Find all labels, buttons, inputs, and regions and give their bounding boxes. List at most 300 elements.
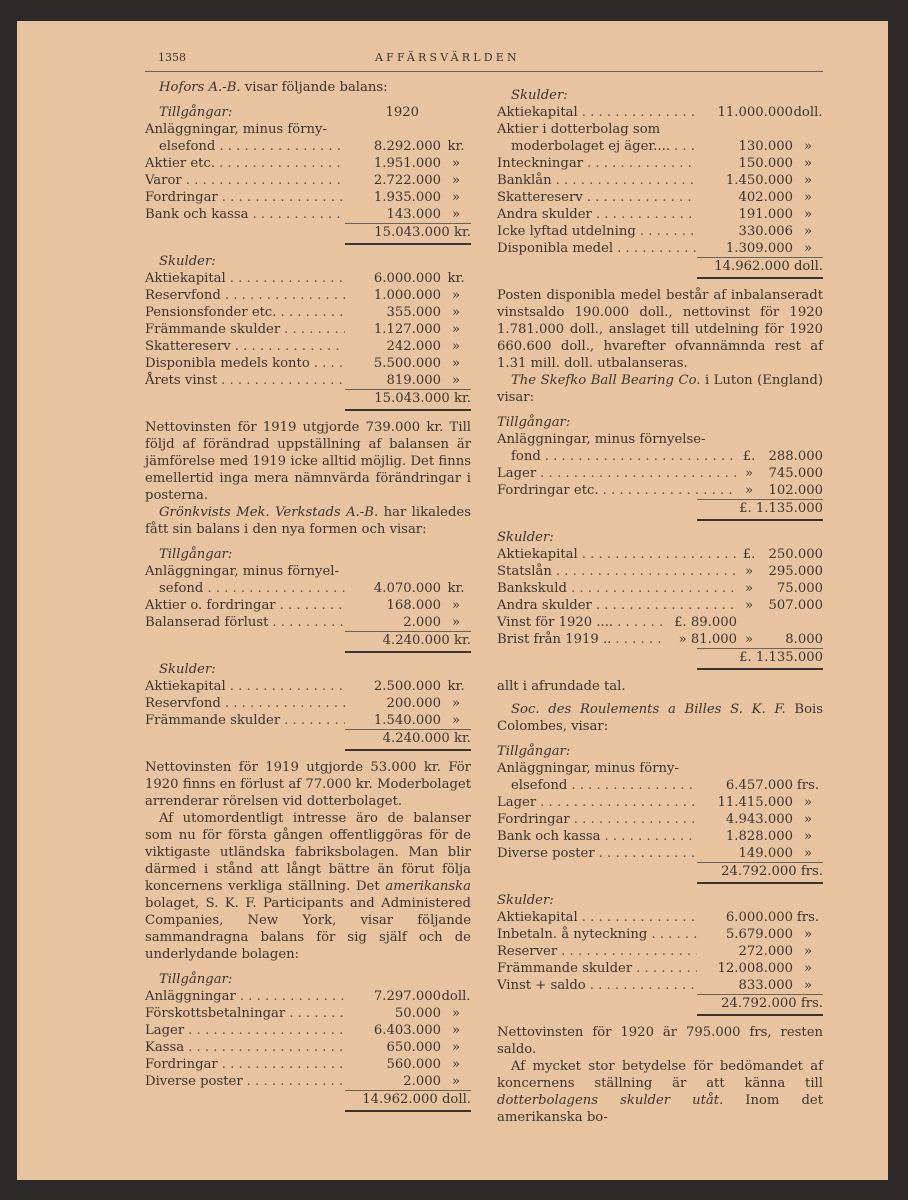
paragraph — [497, 1058, 823, 1126]
item-label: Aktiekapital — [497, 547, 578, 562]
amount: 102.000 — [768, 483, 823, 498]
item-label: Inteckningar — [497, 156, 583, 171]
total — [697, 258, 823, 279]
line-item — [145, 155, 471, 172]
item-label: Diverse poster — [497, 846, 595, 861]
item-label: Aktiekapital — [145, 271, 226, 286]
unit: » — [451, 356, 461, 371]
line-item-label — [145, 563, 471, 580]
leader-dots — [231, 338, 345, 355]
amount: 2.722.000 — [373, 173, 441, 188]
amount: 200.000 — [386, 696, 441, 711]
total — [345, 1091, 471, 1112]
section-label: Tillgångar: — [497, 744, 571, 759]
leader-dots — [583, 155, 697, 172]
amount: 4.943.000 — [725, 812, 793, 827]
leader-dots — [221, 287, 345, 304]
line-item — [497, 909, 823, 926]
amount: 330.006 — [738, 224, 793, 239]
item-label: Lager — [145, 1023, 185, 1038]
unit: » — [803, 190, 813, 205]
amount: 7.297.000 — [373, 989, 441, 1004]
amount: 5.679.000 — [725, 927, 793, 942]
amount: 143.000 — [386, 207, 441, 222]
amount: 1.127.000 — [373, 322, 441, 337]
leader-dots — [578, 546, 737, 563]
item-label: Anläggningar, minus förny- — [145, 122, 327, 137]
paragraph: Nettovinsten för 1920 är 795.000 frs, resten saldo. — [497, 1025, 823, 1057]
item-label: Skattereserv — [145, 339, 231, 354]
amount: 2.500.000 — [373, 679, 441, 694]
line-item — [497, 189, 823, 206]
leader-dots — [226, 678, 345, 695]
section-label: Skulder: — [497, 530, 554, 545]
line-item — [145, 287, 471, 304]
amount: 8.292.000 — [373, 139, 441, 154]
line-item — [497, 943, 823, 960]
amount: 745.000 — [768, 466, 823, 481]
leader-dots — [578, 104, 697, 121]
item-label: Fordringar — [145, 1057, 218, 1072]
unit: » — [803, 846, 813, 861]
unit: » — [451, 322, 461, 337]
unit: » — [803, 795, 813, 810]
line-item — [145, 1039, 471, 1056]
gronkvist-intro — [145, 504, 471, 538]
line-item — [145, 712, 471, 729]
total — [697, 863, 823, 884]
gronkvist-balance — [145, 546, 471, 751]
unit: » — [451, 1023, 461, 1038]
amount: 295.000 — [768, 564, 823, 579]
total-amount: 14.962.000 doll. — [714, 259, 823, 274]
amount: 355.000 — [386, 305, 441, 320]
line-item — [145, 580, 471, 597]
currency-mark — [737, 614, 761, 631]
item-label: Förskottsbetalningar — [145, 1006, 286, 1021]
page-header — [145, 51, 823, 72]
leader-dots — [583, 189, 697, 206]
leader-dots — [613, 614, 667, 631]
paragraph: Posten disponibla medel består af inbalanseradt vinstsaldo 190.000 doll., nettovinst för 1920 1.781.000 doll., anslaget till utdelning för 1920 660.600 doll., hvarefter ofvannämnda rest af 1.31 mill. doll. utbalanseras. — [497, 288, 823, 371]
item-label: fond — [511, 449, 541, 464]
paragraph: Nettovinsten för 1919 utgjorde 53.000 kr. För 1920 finns en förlust af 77.000 kr. Moderbolaget arrenderar rörelsen vid dotterbolaget. — [145, 760, 471, 809]
line-item — [145, 1056, 471, 1073]
item-label: Andra skulder — [497, 598, 592, 613]
skefko-intro — [497, 372, 823, 406]
year-header: 1920 — [385, 105, 419, 120]
item-label: Aktier i dotterbolag som — [497, 122, 661, 137]
amount: 288.000 — [768, 449, 823, 464]
line-item — [145, 678, 471, 695]
unit: » — [451, 373, 461, 388]
leader-dots — [218, 1056, 345, 1073]
skefko-balance — [497, 414, 823, 670]
amount: 272.000 — [738, 944, 793, 959]
unit: » — [451, 339, 461, 354]
leader-dots — [586, 977, 697, 994]
unit: » — [803, 224, 813, 239]
item-label: Reservfond — [145, 288, 221, 303]
amount: 507.000 — [768, 598, 823, 613]
item-label: Fordringar — [145, 190, 218, 205]
unit: kr. — [447, 581, 465, 596]
item-label: Reserver — [497, 944, 558, 959]
leader-dots — [280, 712, 345, 729]
line-item — [145, 189, 471, 206]
line-item — [497, 138, 823, 155]
item-label: Främmande skulder — [145, 713, 281, 728]
leader-dots — [601, 828, 698, 845]
line-item — [497, 580, 823, 597]
item-label: Anläggningar — [145, 989, 236, 1004]
unit: frs. — [796, 910, 820, 925]
leader-dots — [670, 138, 697, 155]
unit: » — [803, 156, 813, 171]
unit: » — [803, 961, 813, 976]
line-item — [145, 372, 471, 389]
skf-fr-intro — [497, 701, 823, 735]
line-item — [497, 597, 823, 614]
unit: » — [803, 173, 813, 188]
line-item — [497, 828, 823, 845]
page-number: 1358 — [158, 51, 186, 64]
item-label: Aktier etc. — [145, 156, 216, 171]
company-name: The Skefko Ball Bearing Co. — [511, 373, 701, 388]
leader-dots — [595, 845, 697, 862]
leader-dots — [613, 240, 697, 257]
total-amount: 14.962.000 doll. — [362, 1092, 471, 1107]
unit: » — [803, 927, 813, 942]
amount: 168.000 — [386, 598, 441, 613]
total — [697, 649, 823, 670]
emphasis: dotterbolagens skulder utåt. — [497, 1093, 724, 1108]
item-label: Andra skulder — [497, 207, 592, 222]
amount: 250.000 — [768, 547, 823, 562]
amount: 242.000 — [386, 339, 441, 354]
amount: 6.000.000 — [373, 271, 441, 286]
unit: doll. — [793, 105, 823, 120]
amount: 833.000 — [738, 978, 793, 993]
line-item — [145, 1022, 471, 1039]
item-label: Diverse poster — [145, 1074, 243, 1089]
paragraph: Nettovinsten för 1919 utgjorde 739.000 kr. Till följd af förändrad uppställning af balansen är jämförelse med 1919 icke alltid möjlig. Det finns emellertid inga mera nämnvärda förändringar i posterna. — [145, 420, 471, 503]
section-label — [145, 104, 471, 121]
item-label: Reservfond — [145, 696, 221, 711]
company-name: Hofors A.-B. — [159, 80, 241, 95]
line-item — [497, 845, 823, 862]
unit: » — [803, 139, 813, 154]
item-label: sefond — [159, 581, 204, 596]
line-item — [497, 614, 823, 631]
unit: » — [451, 598, 461, 613]
item-label: Skattereserv — [497, 190, 583, 205]
item-label: Bank och kassa — [497, 829, 601, 844]
leader-dots — [215, 155, 345, 172]
sub-amount: » 81.000 — [678, 632, 737, 647]
line-item-label — [145, 121, 471, 138]
line-item — [145, 338, 471, 355]
item-label: Statslån — [497, 564, 552, 579]
leader-dots — [236, 988, 345, 1005]
item-label: Kassa — [145, 1040, 185, 1055]
amount: 75.000 — [776, 581, 823, 596]
leader-dots — [182, 172, 345, 189]
section-label: Tillgångar: — [497, 415, 571, 430]
leader-dots — [310, 355, 345, 372]
item-label: Främmande skulder — [145, 322, 281, 337]
amount: 6.457.000 — [725, 778, 793, 793]
line-item — [145, 988, 471, 1005]
section-label: Skulder: — [497, 893, 554, 908]
item-label: Lager — [497, 466, 537, 481]
total-amount: 24.792.000 frs. — [721, 996, 823, 1011]
emphasis: amerikanska — [385, 879, 471, 894]
section-label: Skulder: — [159, 662, 216, 677]
paragraph — [145, 810, 471, 963]
line-item — [145, 321, 471, 338]
item-label: Aktiekapital — [497, 105, 578, 120]
amount: 130.000 — [738, 139, 793, 154]
amount: 402.000 — [738, 190, 793, 205]
leader-dots — [243, 1073, 345, 1090]
leader-dots — [277, 304, 345, 321]
unit: » — [451, 207, 461, 222]
leader-dots — [552, 563, 737, 580]
total — [345, 632, 471, 653]
leader-dots — [599, 482, 737, 499]
item-label: Aktier o. fordringar — [145, 598, 276, 613]
section-label: Tillgångar: — [159, 547, 233, 562]
amount: 6.000.000 — [725, 910, 793, 925]
leader-dots — [184, 1022, 345, 1039]
item-label: moderbolaget ej äger.... — [511, 139, 671, 154]
amount: 50.000 — [394, 1006, 441, 1021]
unit: » — [451, 156, 461, 171]
leader-dots — [218, 189, 345, 206]
total — [697, 500, 823, 521]
company-name: Soc. des Roulements a Billes S. K. F. — [511, 702, 786, 717]
unit: kr. — [447, 271, 465, 286]
amount: 1.540.000 — [373, 713, 441, 728]
leader-dots — [285, 1005, 345, 1022]
leader-dots — [276, 597, 345, 614]
unit: » — [451, 173, 461, 188]
line-item — [497, 960, 823, 977]
line-item — [145, 138, 471, 155]
unit: kr. — [447, 139, 465, 154]
item-label: Lager — [497, 795, 537, 810]
line-item — [145, 614, 471, 631]
line-item — [497, 448, 823, 465]
currency-mark: » — [744, 632, 754, 647]
line-item — [145, 1005, 471, 1022]
line-item — [497, 172, 823, 189]
unit: » — [451, 305, 461, 320]
total-amount: 24.792.000 frs. — [721, 864, 823, 879]
line-item — [145, 206, 471, 223]
currency-mark: » — [744, 564, 754, 579]
skf-fr-balance — [497, 743, 823, 1016]
text: Af mycket stor betydelse för bedömandet af koncernens ställning är att känna till — [497, 1059, 823, 1091]
amount: 819.000 — [386, 373, 441, 388]
leader-dots — [570, 811, 697, 828]
intro-text: visar följande balans: — [240, 80, 388, 95]
item-label: Anläggningar, minus förny- — [497, 761, 679, 776]
item-label: elsefond — [511, 778, 568, 793]
leader-dots — [647, 926, 697, 943]
leader-dots — [268, 614, 345, 631]
amount: 650.000 — [386, 1040, 441, 1055]
amount: 12.008.000 — [717, 961, 793, 976]
amount: 191.000 — [738, 207, 793, 222]
sub-amount: £. 89.000 — [674, 615, 737, 630]
line-item — [497, 546, 823, 563]
unit: » — [451, 288, 461, 303]
hofors-intro — [145, 79, 471, 96]
leader-dots — [280, 321, 345, 338]
leader-dots — [567, 580, 737, 597]
item-label: Aktiekapital — [145, 679, 226, 694]
amount: 2.000 — [403, 615, 441, 630]
unit: kr. — [447, 679, 465, 694]
leader-dots — [567, 777, 697, 794]
leader-dots — [249, 206, 346, 223]
currency-mark: » — [744, 598, 754, 613]
skf-us-liabilities — [497, 87, 823, 279]
unit: » — [451, 1006, 461, 1021]
unit: » — [451, 190, 461, 205]
unit: » — [803, 829, 813, 844]
unit: » — [451, 713, 461, 728]
leader-dots — [536, 794, 697, 811]
item-label: Brist från 1919 .. — [497, 632, 612, 647]
item-label: Bankskuld — [497, 581, 567, 596]
amount: 1.450.000 — [725, 173, 793, 188]
amount: 8.000 — [785, 632, 823, 647]
section-label: Skulder: — [159, 254, 216, 269]
line-item — [497, 794, 823, 811]
amount: 1.951.000 — [373, 156, 441, 171]
amount: 5.500.000 — [373, 356, 441, 371]
line-item — [145, 597, 471, 614]
amount — [761, 614, 823, 631]
item-label: Vinst + saldo — [497, 978, 586, 993]
unit: » — [803, 207, 813, 222]
item-label: Anläggningar, minus förnyel- — [145, 564, 339, 579]
line-item — [145, 1073, 471, 1090]
intro-text: Bois Colombes, visar: — [497, 702, 823, 734]
line-item — [497, 104, 823, 121]
amount: 2.000 — [403, 1074, 441, 1089]
leader-dots — [636, 223, 697, 240]
unit: » — [451, 615, 461, 630]
leader-dots — [536, 465, 737, 482]
line-item — [145, 695, 471, 712]
line-item — [497, 223, 823, 240]
item-label: Inbetaln. å nyteckning — [497, 927, 648, 942]
item-label: Årets vinst — [145, 373, 218, 388]
unit: » — [803, 978, 813, 993]
line-item — [497, 240, 823, 257]
currency-mark: £. — [742, 547, 756, 562]
amount: 149.000 — [738, 846, 793, 861]
currency-mark: » — [744, 581, 754, 596]
item-label: elsefond — [159, 139, 216, 154]
right-column — [497, 79, 823, 1126]
leader-dots — [552, 172, 697, 189]
leader-dots — [592, 206, 697, 223]
line-item — [145, 304, 471, 321]
leader-dots — [611, 631, 667, 648]
item-label: Anläggningar, minus förnyelse- — [497, 432, 706, 447]
leader-dots — [578, 909, 697, 926]
amount: 1.309.000 — [725, 241, 793, 256]
leader-dots — [632, 960, 697, 977]
section-label-text: Tillgångar: — [159, 105, 233, 120]
leader-dots — [217, 372, 345, 389]
section-label: Skulder: — [511, 88, 568, 103]
amount: 1.000.000 — [373, 288, 441, 303]
leader-dots — [203, 580, 345, 597]
unit: » — [803, 812, 813, 827]
currency-mark: £. — [742, 449, 756, 464]
intro-text: i Luton (England) visar: — [497, 373, 823, 405]
line-item-label — [497, 431, 823, 448]
total — [697, 995, 823, 1016]
line-item — [497, 631, 823, 648]
total-amount: 15.043.000 kr. — [374, 225, 471, 240]
unit: » — [451, 1074, 461, 1089]
line-item — [497, 811, 823, 828]
total — [345, 224, 471, 245]
line-item — [497, 206, 823, 223]
paragraph: allt i afrundade tal. — [497, 679, 626, 694]
leader-dots — [215, 138, 345, 155]
leader-dots — [557, 943, 697, 960]
amount: 4.070.000 — [373, 581, 441, 596]
total-amount: 4.240.000 kr. — [382, 633, 471, 648]
amount: 150.000 — [738, 156, 793, 171]
line-item-label — [497, 760, 823, 777]
item-label: Balanserad förlust — [145, 615, 269, 630]
item-label: Pensionsfonder etc. — [145, 305, 277, 320]
left-column — [145, 79, 471, 1112]
section-label: Tillgångar: — [159, 972, 233, 987]
currency-mark: » — [744, 466, 754, 481]
line-item — [497, 563, 823, 580]
line-item — [145, 172, 471, 189]
leader-dots — [221, 695, 345, 712]
total-amount: 4.240.000 kr. — [382, 731, 471, 746]
line-item — [145, 355, 471, 372]
total — [345, 730, 471, 751]
line-item — [497, 977, 823, 994]
hofors-balance — [145, 104, 471, 411]
intro-text: har likaledes fått sin balans i den nya formen och visar: — [145, 505, 471, 537]
item-label: Icke lyftad utdelning — [497, 224, 636, 239]
currency-mark: » — [744, 483, 754, 498]
amount: 560.000 — [386, 1057, 441, 1072]
total — [345, 390, 471, 411]
item-label: Främmande skulder — [497, 961, 633, 976]
item-label: Disponibla medels konto — [145, 356, 310, 371]
leader-dots — [226, 270, 345, 287]
item-label: Disponibla medel — [497, 241, 614, 256]
total-amount: 15.043.000 kr. — [374, 391, 471, 406]
amount: 1.935.000 — [373, 190, 441, 205]
item-label: Vinst för 1920 .... — [497, 615, 614, 630]
